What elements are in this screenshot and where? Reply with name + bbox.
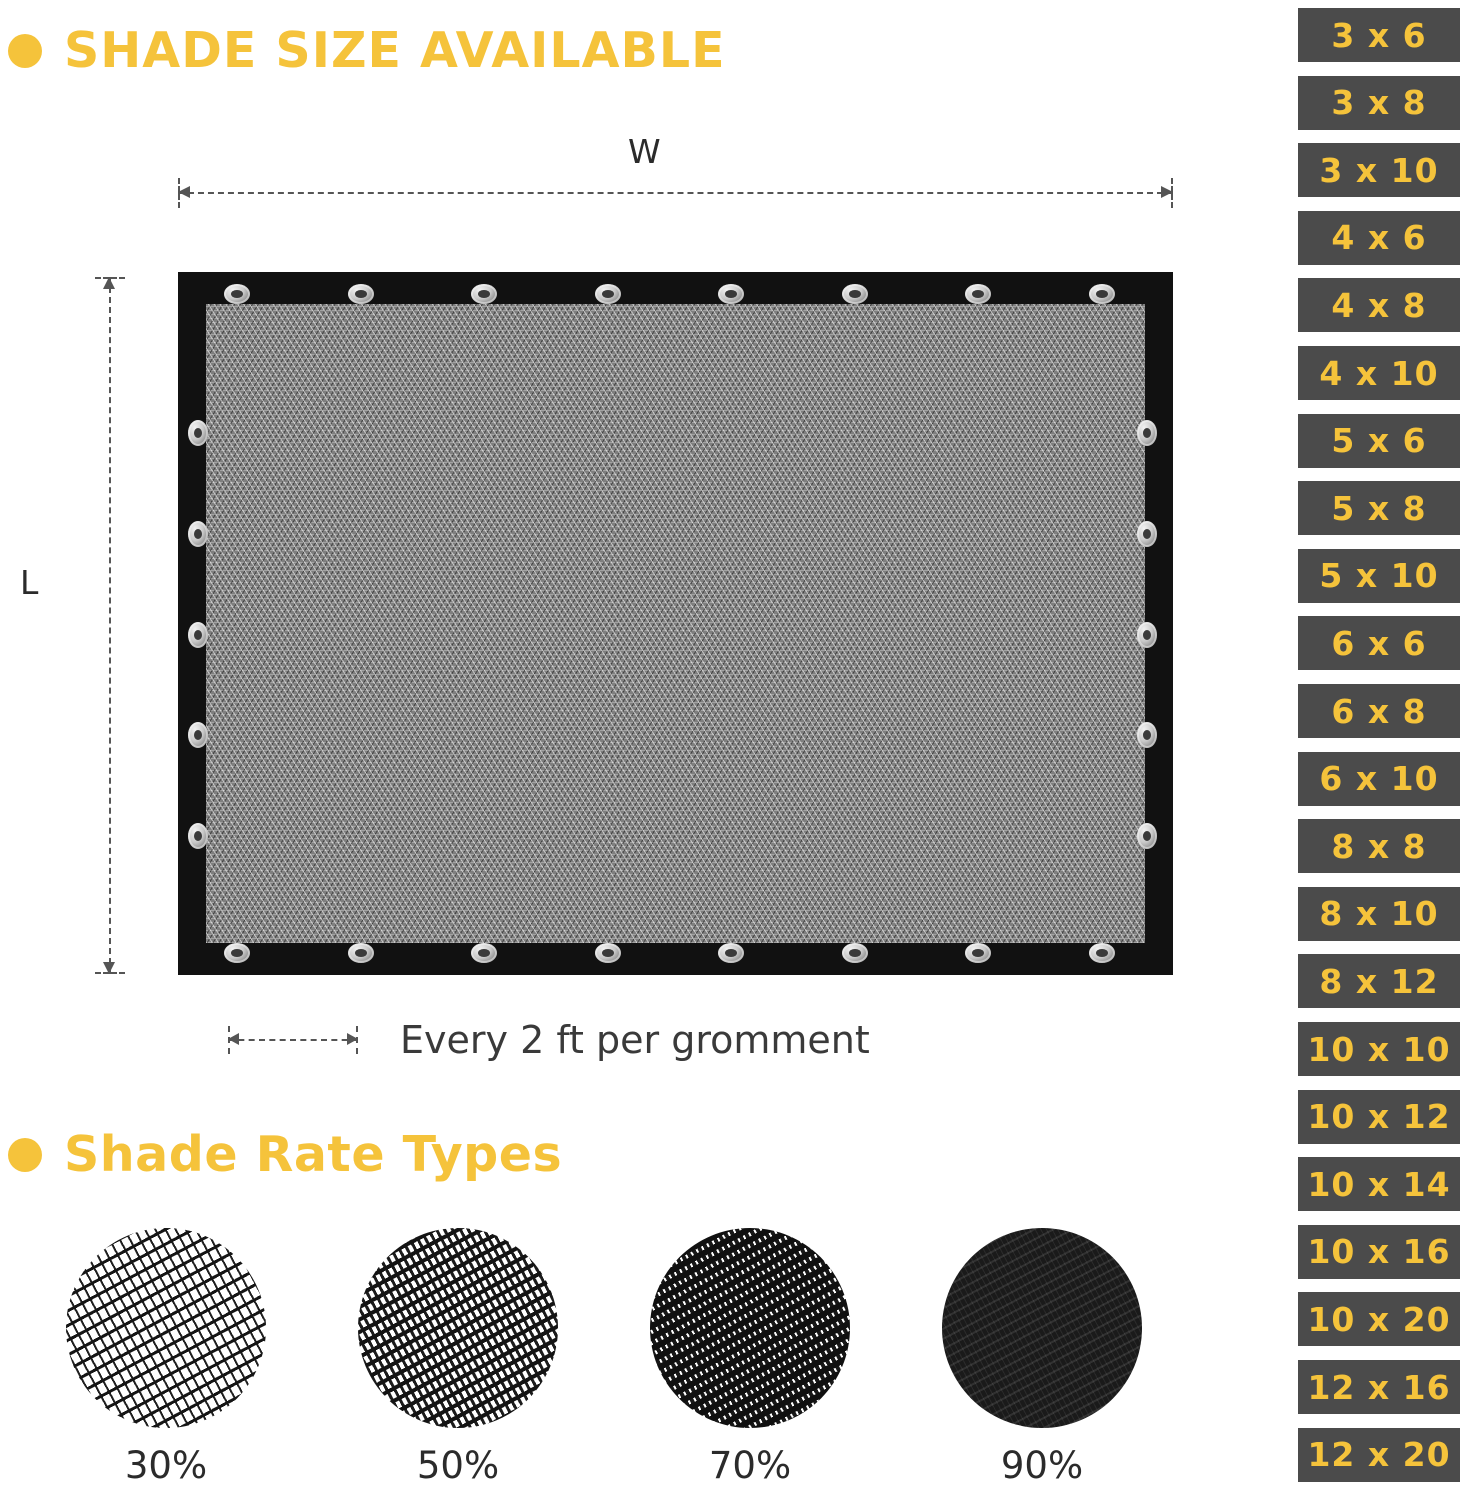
grommet-icon	[188, 622, 208, 648]
bullet-dot-icon	[8, 34, 42, 68]
grommet-icon	[188, 722, 208, 748]
grommet-icon	[1137, 420, 1157, 446]
shade-rate-swatch-30	[66, 1228, 266, 1428]
grommet-icon	[1137, 823, 1157, 849]
grommet-icon	[718, 284, 744, 304]
grommet-icon	[1089, 943, 1115, 963]
width-arrow-left-icon	[178, 186, 190, 198]
length-dimension-line	[95, 277, 125, 974]
available-size-list	[1290, 0, 1460, 1500]
shade-rate-label: 90%	[1000, 1444, 1084, 1487]
grommet-icon	[188, 823, 208, 849]
shade-rate-item	[66, 1228, 266, 1487]
shade-rate-label: 50%	[416, 1444, 500, 1487]
size-chip[interactable]: 10 x 20	[1298, 1292, 1460, 1346]
grommet-icon	[1137, 722, 1157, 748]
width-arrow-right-icon	[1161, 186, 1173, 198]
grommet-spacing-note	[228, 1018, 870, 1062]
shade-rate-item	[650, 1228, 850, 1487]
grommet-icon	[348, 943, 374, 963]
size-chip[interactable]: 4 x 6	[1298, 211, 1460, 265]
grommet-icon	[842, 943, 868, 963]
grommet-icon	[224, 943, 250, 963]
shade-rate-label: 30%	[124, 1444, 208, 1487]
grommet-icon	[595, 943, 621, 963]
size-chip[interactable]: 6 x 6	[1298, 616, 1460, 670]
grommet-spacing-text: Every 2 ft per gromment	[400, 1018, 870, 1062]
length-dimension-rule	[109, 277, 111, 974]
grommet-icon	[188, 420, 208, 446]
grommet-icon	[348, 284, 374, 304]
grommet-icon	[471, 284, 497, 304]
size-chip[interactable]: 8 x 10	[1298, 887, 1460, 941]
shade-rate-item	[942, 1228, 1142, 1487]
size-chip[interactable]: 8 x 8	[1298, 819, 1460, 873]
shade-rate-swatch-list	[66, 1228, 1206, 1488]
grommet-spacing-dimension	[228, 1026, 358, 1054]
size-chip[interactable]: 6 x 10	[1298, 752, 1460, 806]
grommet-icon	[595, 284, 621, 304]
bullet-dot-icon	[8, 1138, 42, 1172]
size-chip[interactable]: 8 x 12	[1298, 954, 1460, 1008]
size-chip[interactable]: 4 x 10	[1298, 346, 1460, 400]
grommet-icon	[1137, 622, 1157, 648]
size-chip[interactable]: 10 x 10	[1298, 1022, 1460, 1076]
grommet-icon	[965, 284, 991, 304]
size-chip[interactable]: 6 x 8	[1298, 684, 1460, 738]
size-chip[interactable]: 5 x 8	[1298, 481, 1460, 535]
grommet-arrow-right-icon	[347, 1033, 358, 1045]
size-chip[interactable]: 12 x 16	[1298, 1360, 1460, 1414]
size-chip[interactable]: 12 x 20	[1298, 1428, 1460, 1482]
grommet-icon	[188, 521, 208, 547]
shade-mesh-fabric	[206, 304, 1145, 943]
length-arrow-top-icon	[103, 277, 115, 289]
size-chip[interactable]: 10 x 16	[1298, 1225, 1460, 1279]
size-chip[interactable]: 3 x 6	[1298, 8, 1460, 62]
size-chip[interactable]: 10 x 12	[1298, 1090, 1460, 1144]
grommet-icon	[1137, 521, 1157, 547]
grommet-icon	[471, 943, 497, 963]
shade-rate-item	[358, 1228, 558, 1487]
size-chip[interactable]: 3 x 10	[1298, 143, 1460, 197]
shade-size-heading-label: SHADE SIZE AVAILABLE	[64, 22, 726, 79]
grommet-arrow-left-icon	[228, 1033, 239, 1045]
grommet-icon	[842, 284, 868, 304]
grommet-icon	[1089, 284, 1115, 304]
shade-cloth-illustration	[178, 272, 1173, 975]
size-chip[interactable]: 3 x 8	[1298, 76, 1460, 130]
width-dimension-label: W	[628, 132, 661, 171]
shade-rate-heading	[8, 1126, 562, 1183]
size-chip[interactable]: 4 x 8	[1298, 278, 1460, 332]
width-dimension-rule	[178, 192, 1173, 194]
shade-rate-swatch-90	[942, 1228, 1142, 1428]
shade-rate-label: 70%	[708, 1444, 792, 1487]
size-chip[interactable]: 5 x 10	[1298, 549, 1460, 603]
width-dimension-line	[178, 178, 1173, 208]
grommet-icon	[224, 284, 250, 304]
shade-size-heading	[8, 22, 726, 79]
length-dimension-label: L	[20, 563, 39, 602]
size-chip[interactable]: 5 x 6	[1298, 414, 1460, 468]
shade-rate-swatch-70	[650, 1228, 850, 1428]
shade-rate-heading-label: Shade Rate Types	[64, 1126, 563, 1183]
grommet-icon	[718, 943, 744, 963]
grommet-dimension-rule	[228, 1039, 358, 1041]
size-chip[interactable]: 10 x 14	[1298, 1157, 1460, 1211]
length-arrow-bottom-icon	[103, 962, 115, 974]
grommet-icon	[965, 943, 991, 963]
shade-rate-swatch-50	[358, 1228, 558, 1428]
